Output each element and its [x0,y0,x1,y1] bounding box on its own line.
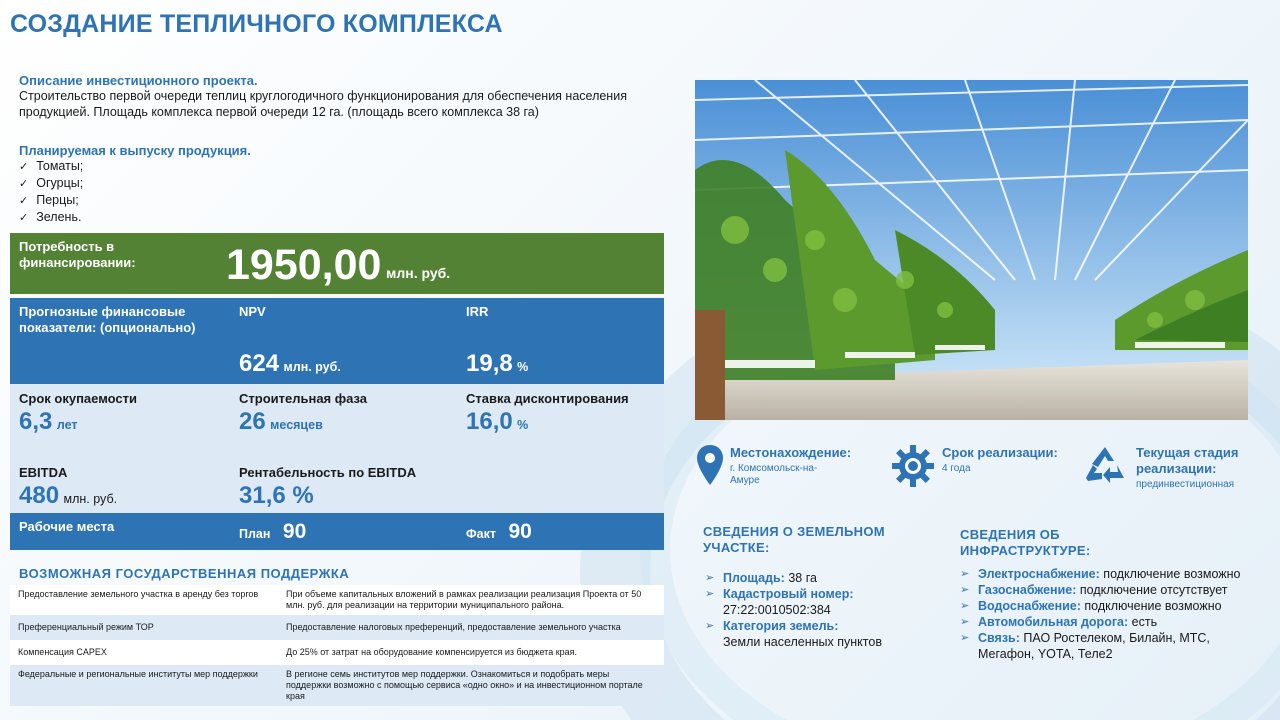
npv-figure [239,350,341,378]
product-item: ✓ Зелень. [19,209,659,226]
jobs-fact [466,520,532,544]
infra-label: Водоснабжение: [978,599,1081,613]
financing-value: 1950,00 [226,241,382,289]
land-cadastral-value: 27:22:0010502:384 [723,603,831,617]
forecast-label: Прогнозные финансовые показатели: (опционально) [19,304,196,335]
support-title: ВОЗМОЖНАЯ ГОСУДАРСТВЕННАЯ ПОДДЕРЖКА [19,566,350,581]
npv-unit: млн. руб. [283,360,341,374]
land-category-label: Категория земель: [723,619,839,633]
support-name: Федеральные и региональные институты мер поддержки [10,665,278,706]
support-name: Предоставление земельного участка в аренду без торгов [10,585,278,615]
term-value: 4 года [942,463,971,474]
land-area-label: Площадь: [723,571,785,585]
list-item [960,566,1260,582]
stage-label: Текущая стадия реализации: [1136,445,1239,476]
greenhouse-photo [695,80,1248,420]
land-area [703,570,943,586]
land-category [703,618,943,650]
construction-label: Строительная фаза [239,391,368,406]
payback-label: Срок окупаемости [19,391,138,406]
planned-products [19,143,659,226]
land-area-value: 38 га [788,571,817,585]
table-row [10,640,664,665]
table-row [10,615,664,640]
page-title: СОЗДАНИЕ ТЕПЛИЧНОГО КОМПЛЕКСА [10,10,503,38]
forecast-row [10,298,664,384]
payback-unit: лет [56,418,78,432]
support-table [10,585,664,706]
list-item [960,582,1260,598]
product-item: ✓ Огурцы; [19,175,659,192]
construction-figure [239,408,323,436]
table-row [10,585,664,615]
ebitda-margin-value: 31,6 % [239,482,314,509]
land-heading: СВЕДЕНИЯ О ЗЕМЕЛЬНОМ УЧАСТКЕ: [703,524,885,555]
financing-label: Потребность в финансировании: [19,239,136,270]
irr-unit: % [517,360,529,374]
discount-unit: % [517,418,529,432]
metrics-block [10,384,664,513]
support-desc: До 25% от затрат на оборудование компенсируется из бюджета края. [278,640,664,665]
construction-unit: месяцев [270,418,323,432]
jobs-plan-label: План [239,527,271,541]
term-label: Срок реализации: [942,445,1058,460]
npv-label: NPV [239,304,266,319]
land-cadastral [703,586,943,618]
irr-value: 19,8 [466,350,513,377]
discount-value: 16,0 [466,408,513,435]
payback-figure [19,408,78,436]
infra-value: ПАО Ростелеком, Билайн, МТС, Мегафон, YOTA, Теле2 [978,631,1210,661]
discount-label: Ставка дисконтирования [466,391,629,406]
irr-label: IRR [466,304,489,319]
list-item [960,598,1260,614]
financing-band [10,233,664,294]
description-heading: Описание инвестиционного проекта. [19,73,258,88]
support-desc: В регионе семь институтов мер поддержки. Ознакомиться и подобрать меры поддержки возможно с помощью сервиса «одно окно» и на инвестиционном портале края [278,665,664,706]
greenhouse-illustration [695,80,1248,420]
support-desc: Предоставление налоговых преференций, предоставление земельного участка [278,615,664,640]
stage-value: прединвестиционная [1136,479,1235,490]
construction-value: 26 [239,408,266,435]
discount-figure [466,408,528,436]
jobs-fact-value: 90 [508,520,532,543]
jobs-fact-label: Факт [466,527,496,541]
recycle-icon [1084,445,1126,485]
ebitda-margin-label: Рентабельность по EBITDA [239,465,417,480]
product-item: ✓ Перцы; [19,192,659,209]
infrastructure-info [960,527,1260,662]
infra-label: Автомобильная дорога: [978,615,1129,629]
jobs-row [10,513,664,550]
list-item [960,630,1260,662]
infra-value: есть [1131,615,1158,629]
infra-label: Связь: [978,631,1020,645]
product-item: ✓ Томаты; [19,158,659,175]
table-row [10,665,664,706]
project-description [19,73,659,120]
infrastructure-heading: СВЕДЕНИЯ ОБ ИНФРАСТРУКТУРЕ: [960,527,1091,558]
ebitda-value: 480 [19,482,60,509]
location-value: г. Комсомольск-на-Амуре [730,463,818,486]
location-pin-icon [697,445,723,485]
infra-label: Электроснабжение: [978,567,1100,581]
land-info [703,524,943,650]
land-cadastral-label: Кадастровый номер: [723,587,854,601]
payback-value: 6,3 [19,408,53,435]
products-heading: Планируемая к выпуску продукция. [19,143,251,158]
support-name: Преференциальный режим ТОР [10,615,278,640]
list-item [960,614,1260,630]
npv-value: 624 [239,350,280,377]
location-label: Местонахождение: [730,445,852,460]
gear-icon [892,445,934,487]
ebitda-margin-figure [239,482,314,510]
jobs-plan [239,520,306,544]
jobs-label: Рабочие места [19,519,115,534]
infra-value: подключение отсутствует [1079,583,1228,597]
ebitda-label: EBITDA [19,465,68,480]
infra-value: подключение возможно [1103,567,1241,581]
description-text: Строительство первой очереди теплиц круглогодичного функционирования для обеспечения населения продукцией. Площадь комплекса первой очереди 12 га. (площадь всего комплекса 38 га) [19,89,627,119]
support-desc: При объеме капитальных вложений в рамках реализации реализация Проекта от 50 млн. руб. для реализации на территории муниципального района. [278,585,664,615]
ebitda-figure [19,482,117,510]
financial-indicators [10,298,664,550]
financing-unit: млн. руб. [386,265,451,281]
support-name: Компенсация CAPEX [10,640,278,665]
irr-figure [466,350,528,378]
ebitda-unit: млн. руб. [63,492,118,506]
land-category-value: Земли населенных пунктов [723,635,882,649]
infra-label: Газоснабжение: [978,583,1077,597]
infra-value: подключение возможно [1084,599,1222,613]
jobs-plan-value: 90 [282,520,307,543]
